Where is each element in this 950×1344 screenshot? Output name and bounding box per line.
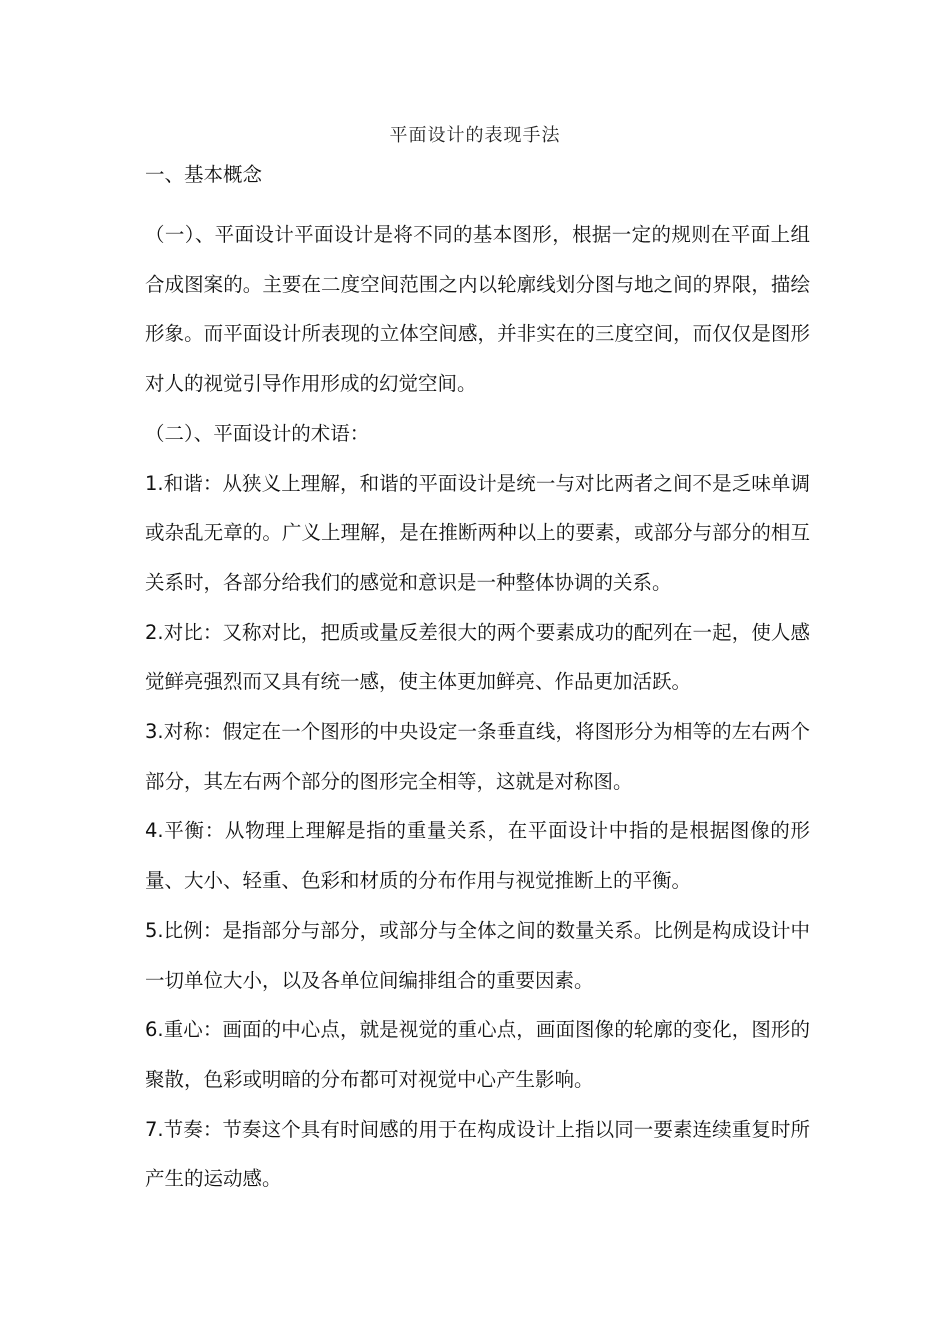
document-title: 平面设计的表现手法 <box>389 125 561 146</box>
paragraph-symmetry: 3.对称：假定在一个图形的中央设定一条垂直线，将图形分为相等的左右两个部分，其左右两个部分的图形完全相等，这就是对称图。 <box>145 720 810 793</box>
paragraph-rhythm: 7.节奏：节奏这个具有时间感的用于在构成设计上指以同一要素连续重复时所产生的运动感。 <box>145 1117 810 1191</box>
paragraph-contrast: 2.对比：又称对比，把质或量反差很大的两个要素成功的配列在一起，使人感觉鲜亮强烈而又具有统一感，使主体更加鲜亮、作品更加活跃。 <box>145 620 810 694</box>
paragraph-definition: （一）、平面设计平面设计是将不同的基本图形，根据一定的规则在平面上组合成图案的。主要在二度空间范围之内以轮廓线划分图与地之间的界限，描绘形象。而平面设计所表现的立体空间感，并非实在的三度空间，而仅仅是图形对人的视觉引导作用形成的幻觉空间。 <box>145 223 810 396</box>
paragraph-balance: 4.平衡：从物理上理解是指的重量关系，在平面设计中指的是根据图像的形量、大小、轻重、色彩和材质的分布作用与视觉推断上的平衡。 <box>145 819 810 893</box>
paragraph-terms-heading: （二）、平面设计的术语： <box>145 421 370 445</box>
section-heading: 一、基本概念 <box>145 163 263 186</box>
paragraph-harmony: 1.和谐：从狭义上理解，和谐的平面设计是统一与对比两者之间不是乏味单调或杂乱无章的。广义上理解，是在推断两种以上的要素，或部分与部分的相互关系时，各部分给我们的感觉和意识是一种整体协调的关系。 <box>145 471 810 594</box>
paragraph-proportion: 5.比例：是指部分与部分，或部分与全体之间的数量关系。比例是构成设计中一切单位大小，以及各单位间编排组合的重要因素。 <box>145 918 810 992</box>
paragraph-center-of-gravity: 6.重心：画面的中心点，就是视觉的重心点，画面图像的轮廓的变化，图形的聚散，色彩或明暗的分布都可对视觉中心产生影响。 <box>145 1018 810 1091</box>
document-body <box>145 160 810 1204</box>
